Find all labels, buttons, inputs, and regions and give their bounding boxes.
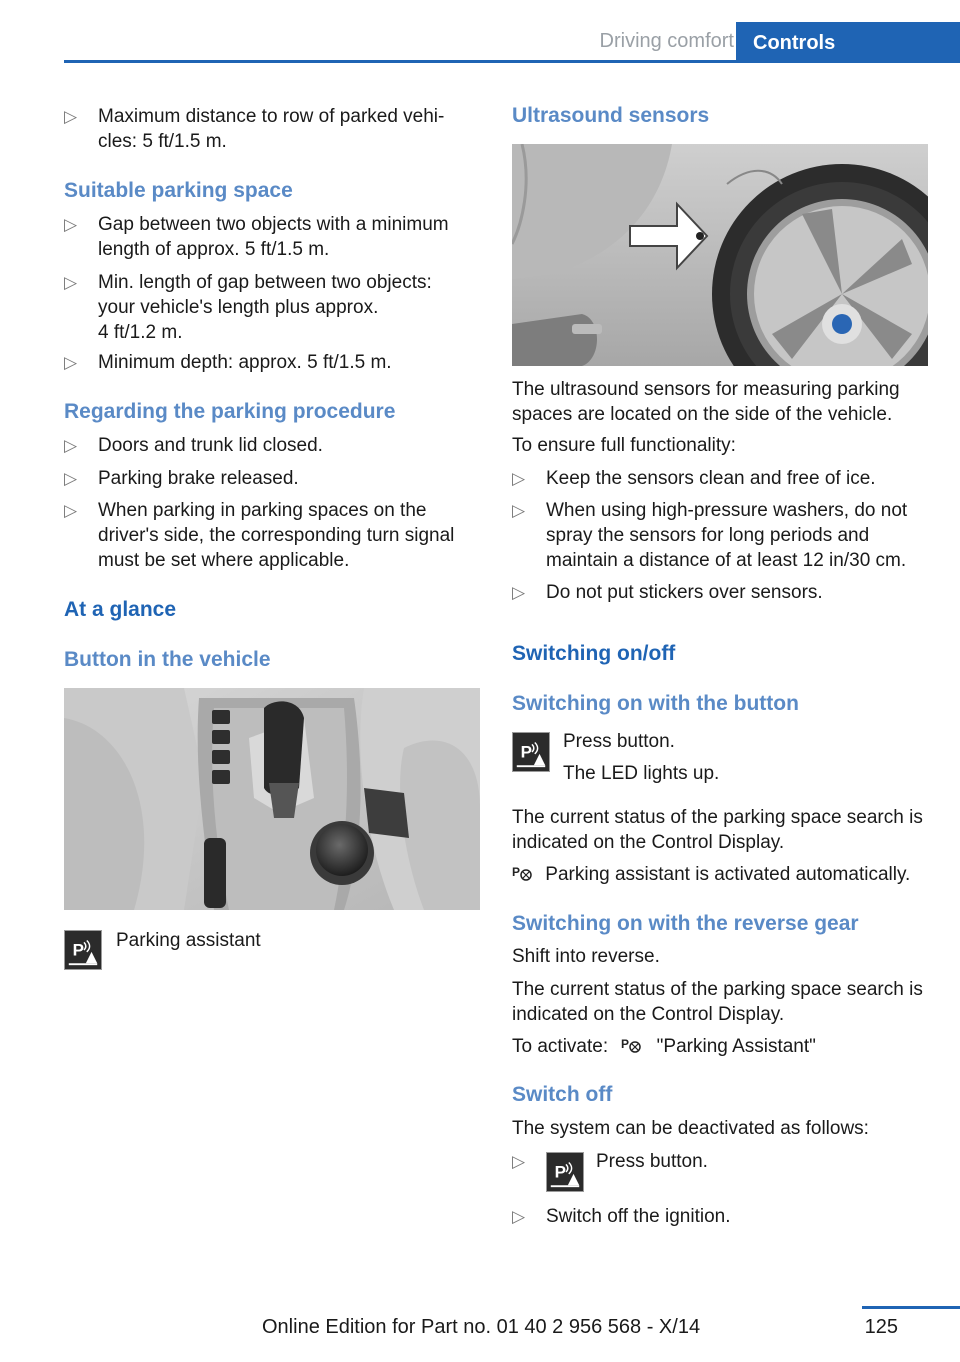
header-tab-controls: Controls: [736, 22, 960, 63]
list-item: [64, 433, 480, 458]
list-item: [64, 498, 480, 573]
svg-text:P: P: [72, 940, 84, 960]
list-item: [64, 350, 480, 375]
list-item-text: Switch off the ignition.: [546, 1206, 731, 1227]
heading-switching-on-button: Switching on with the button: [512, 692, 799, 715]
bullet-icon: ▷: [64, 107, 78, 126]
deactivate-text: The system can be deactivated as follows:: [512, 1118, 869, 1139]
press-button-text: Press button.: [563, 731, 675, 752]
parking-assistant-icon: [621, 1035, 643, 1055]
shift-reverse-text: Shift into reverse.: [512, 946, 660, 967]
bullet-icon: ▷: [64, 469, 78, 488]
bullet-icon: ▷: [64, 215, 78, 234]
list-item-text: When parking in parking spaces on the driver's side, the corresponding turn signal must be set where applicable.: [98, 500, 455, 571]
bullet-icon: ▷: [512, 469, 526, 488]
heading-switching-on-reverse: Switching on with the reverse gear: [512, 912, 859, 935]
list-item-text: Gap between two objects with a minimum length of approx. 5 ft/1.5 m.: [98, 214, 449, 260]
activate-menu-item: "Parking Assistant": [656, 1036, 816, 1057]
list-item-text: Doors and trunk lid closed.: [98, 435, 323, 456]
parking-assistant-button-icon: [64, 930, 102, 970]
list-item: [64, 466, 480, 491]
bullet-icon: ▷: [512, 1207, 526, 1226]
heading-switching-on-off: Switching on/off: [512, 642, 676, 665]
activate-prefix: To activate:: [512, 1036, 609, 1057]
heading-at-a-glance: At a glance: [64, 598, 177, 621]
footer-edition: Online Edition for Part no. 01 40 2 956 568 - X/14: [262, 1316, 701, 1338]
bullet-icon: ▷: [512, 1152, 526, 1171]
list-item-text: Do not put stickers over sensors.: [546, 582, 823, 603]
list-item-text: Minimum depth: approx. 5 ft/1.5 m.: [98, 352, 392, 373]
list-item: [512, 498, 928, 573]
parking-assistant-button-icon: [512, 732, 550, 772]
list-item-text: When using high-pressure washers, do not spray the sensors for long periods and maintain a distance of at least 12 in/30 cm.: [546, 500, 908, 571]
page-number: 125: [864, 1316, 898, 1338]
parking-assistant-button-icon: [546, 1152, 584, 1192]
footer-rule: [862, 1306, 960, 1309]
heading-suitable-parking-space: Suitable parking space: [64, 179, 293, 202]
list-item-text: Keep the sensors clean and free of ice.: [546, 468, 876, 489]
list-item: [512, 466, 928, 491]
auto-activation-text: Parking assistant is activated automatically.: [545, 864, 911, 885]
ultrasound-description: The ultrasound sensors for measuring parking spaces are located on the side of the vehicle.: [512, 379, 900, 425]
list-item: [512, 1204, 928, 1229]
status-text: The current status of the parking space search is indicated on the Control Display.: [512, 807, 923, 853]
button-caption: Parking assistant: [116, 930, 261, 951]
list-item-text: Maximum distance to row of parked vehi-cles: 5 ft/1.5 m.: [98, 106, 445, 152]
bullet-icon: ▷: [64, 353, 78, 372]
bullet-icon: ▷: [64, 273, 78, 292]
bullet-icon: ▷: [64, 436, 78, 455]
parking-assistant-icon: [512, 863, 534, 883]
list-item-text: Parking brake released.: [98, 468, 299, 489]
svg-text:P: P: [621, 1037, 630, 1051]
heading-button-in-vehicle: Button in the vehicle: [64, 648, 271, 671]
list-item: [512, 1149, 928, 1195]
header-rule: [64, 60, 960, 63]
led-text: The LED lights up.: [563, 763, 720, 784]
svg-text:P: P: [520, 742, 532, 762]
status-text: The current status of the parking space search is indicated on the Control Display.: [512, 979, 923, 1025]
bullet-icon: ▷: [512, 501, 526, 520]
ultrasound-sensor-photo: [512, 144, 928, 366]
list-item: [64, 270, 480, 345]
header-section-label: Driving comfort: [599, 30, 734, 52]
ensure-functionality-text: To ensure full functionality:: [512, 435, 736, 456]
svg-text:P: P: [554, 1162, 566, 1182]
list-item: [512, 580, 928, 605]
auto-activation-line: [512, 862, 936, 887]
activate-line: [512, 1034, 928, 1059]
list-item: [64, 212, 480, 262]
list-item-text-continued: 4 ft/1.2 m.: [98, 322, 183, 343]
bullet-icon: ▷: [64, 501, 78, 520]
list-item-text: Press button.: [596, 1151, 708, 1172]
heading-switch-off: Switch off: [512, 1083, 613, 1106]
list-item: [64, 104, 480, 154]
heading-parking-procedure: Regarding the parking procedure: [64, 400, 396, 423]
bullet-icon: ▷: [512, 583, 526, 602]
list-item-text: Min. length of gap between two objects: your vehicle's length plus approx.: [98, 272, 432, 318]
heading-ultrasound-sensors: Ultrasound sensors: [512, 104, 710, 127]
svg-text:P: P: [512, 865, 521, 879]
center-console-photo: [64, 688, 480, 910]
